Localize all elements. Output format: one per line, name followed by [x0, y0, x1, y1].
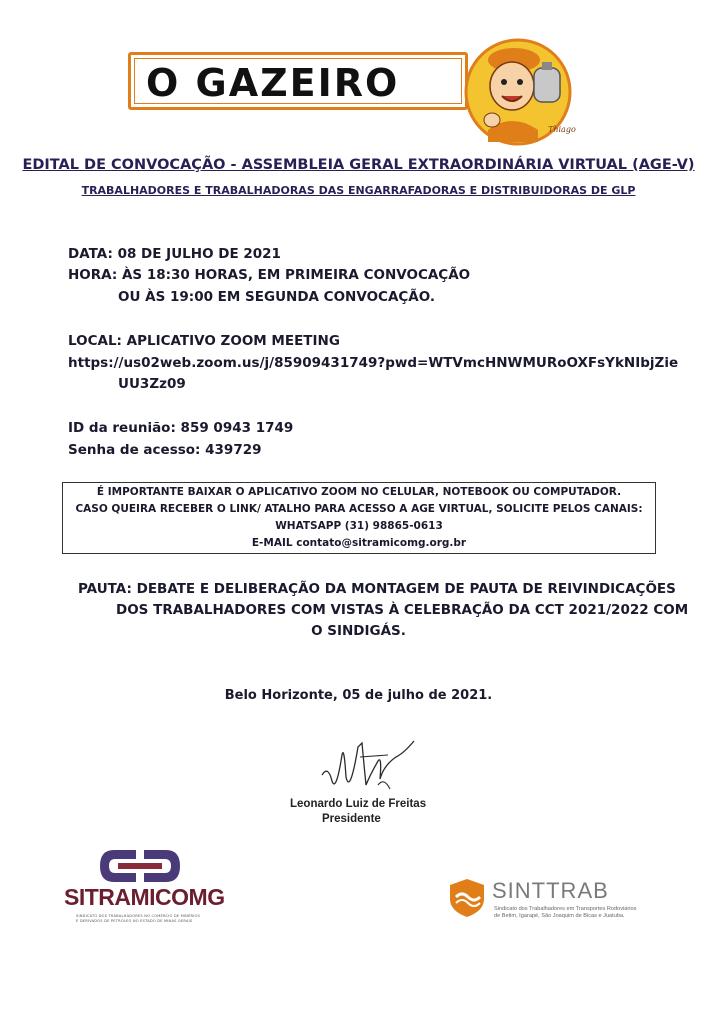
location-line: LOCAL: APLICATIVO ZOOM MEETING: [68, 333, 340, 349]
document-title: EDITAL DE CONVOCAÇÃO - ASSEMBLEIA GERAL EXTRAORDINÁRIA VIRTUAL (AGE-V): [22, 157, 695, 173]
sinttrab-tagline-line: de Betim, Igarapé, São Joaquim de Bicas e Juatuba.: [494, 913, 625, 919]
signer-name: Leonardo Luiz de Freitas: [290, 798, 427, 810]
notice-line-download: É IMPORTANTE BAIXAR O APLICATIVO ZOOM NO CELULAR, NOTEBOOK OU COMPUTADOR.: [96, 486, 622, 498]
sitramico-tagline-line: E DERIVADOS DE PETRÓLEO NO ESTADO DE MINAS GERAIS: [76, 919, 193, 923]
sinttrab-logo-icon: [446, 877, 488, 919]
time-line-second: OU ÀS 19:00 EM SEGUNDA CONVOCAÇÃO.: [118, 289, 436, 305]
zoom-link[interactable]: https://us02web.zoom.us/j/85909431749?pwd=WTVmcHNWMURoOXFsYkNIbjZie: [68, 355, 679, 371]
sitramico-tagline-line: SINDICATO DOS TRABALHADORES NO COMÉRCIO DE MINÉRIOS: [76, 914, 201, 918]
time-line-first: HORA: ÀS 18:30 HORAS, EM PRIMEIRA CONVOCAÇÃO: [68, 267, 471, 283]
sinttrab-logo-tagline: [494, 906, 644, 920]
gazeiro-mascot-logo: [462, 34, 584, 146]
date-line: DATA: 08 DE JULHO DE 2021: [68, 246, 281, 262]
agenda-line-1: PAUTA: DEBATE E DELIBERAÇÃO DA MONTAGEM DE PAUTA DE REIVINDICAÇÕES: [78, 581, 676, 597]
sinttrab-logo-name: SINTTRAB: [492, 878, 609, 903]
gazeiro-logo-title: O GAZEIRO: [146, 61, 400, 105]
sitramico-logo-icon: [96, 846, 184, 886]
city-date: Belo Horizonte, 05 de julho de 2021.: [224, 688, 493, 703]
sitramico-logo-name: SITRAMICOMG: [64, 884, 225, 910]
meeting-id: ID da reunião: 859 0943 1749: [68, 420, 294, 436]
sinttrab-tagline-line: Sindicato dos Trabalhadores em Transportes Rodoviários: [494, 906, 637, 912]
mascot-signature: Thiago: [548, 125, 576, 134]
handwritten-signature: [318, 735, 418, 797]
notice-line-request: CASO QUEIRA RECEBER O LINK/ ATALHO PARA ACESSO A AGE VIRTUAL, SOLICITE PELOS CANAIS:: [75, 503, 643, 515]
document-subtitle: TRABALHADORES E TRABALHADORAS DAS ENGARRAFADORAS E DISTRIBUIDORAS DE GLP: [81, 184, 636, 197]
agenda-line-3: O SINDIGÁS.: [311, 623, 406, 639]
agenda-line-2: DOS TRABALHADORES COM VISTAS À CELEBRAÇÃO DA CCT 2021/2022 COM: [116, 602, 689, 618]
notice-whatsapp: WHATSAPP (31) 98865-0613: [275, 520, 443, 532]
sitramico-logo-tagline: [76, 914, 216, 924]
zoom-link-continuation[interactable]: UU3Zz09: [118, 376, 186, 392]
meeting-password: Senha de acesso: 439729: [68, 442, 262, 458]
signer-role: Presidente: [322, 813, 381, 825]
notice-email[interactable]: E-MAIL contato@sitramicomg.org.br: [251, 537, 467, 549]
